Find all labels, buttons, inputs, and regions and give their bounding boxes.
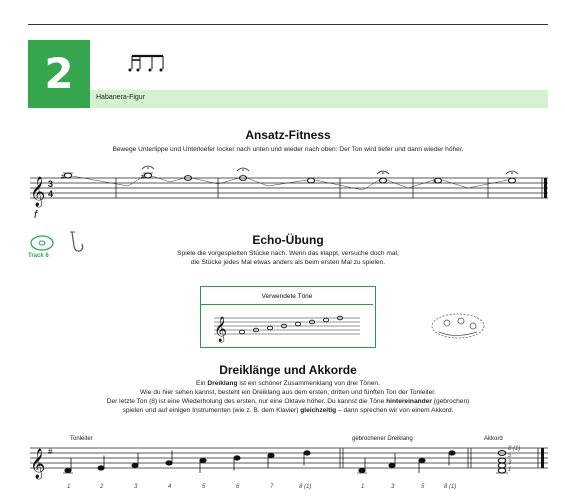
akkorde-line1: Ein Dreiklang ist ein schöner Zusammenklang von drei Tönen. <box>196 380 380 387</box>
broken-number: 1 <box>361 484 365 490</box>
echo-text-line2: die Stücke jedes Mal etwas anders als beim ersten Mal zu spielen. <box>190 259 386 266</box>
echo-text-line1: Spiele die vorgespielten Stücke nach. Wenn das klappt, versuche doch mal, <box>177 250 399 257</box>
broken-number: 5 <box>421 484 425 490</box>
akkorde-staff <box>28 442 548 496</box>
rhythm-label: Habanera-Figur <box>96 94 146 101</box>
akkorde-line3: Der letzte Ton (8) ist eine Wiederholung des ersten, nur eine Oktave höher. Du kannst die Töne hintereinander (gebrochen) <box>106 398 470 405</box>
broken-number: 3 <box>391 484 395 490</box>
scale-number: 5 <box>202 484 206 490</box>
chord-number: 1 <box>508 467 512 473</box>
used-notes-label: Verwendete Töne <box>261 293 313 300</box>
scale-number: 4 <box>168 484 172 490</box>
echo-title: Echo-Übung <box>252 233 324 247</box>
akkorde-line4: spielen und auf einigen Instrumenten (wie z. B. dem Klavier) gleichzeitig – dann sprechen wir von einem Akkord. <box>122 407 454 414</box>
scale-number: 6 <box>236 484 240 490</box>
chord-number: 8 (1) <box>508 446 521 452</box>
svg-text:♭: ♭ <box>433 176 437 185</box>
time-sig-bottom: 4 <box>48 189 54 199</box>
top-rule <box>28 24 548 25</box>
scale-number: 2 <box>100 484 104 490</box>
akkorde-title: Dreiklänge und Akkorde <box>219 363 357 377</box>
track-label: Track 6 <box>28 253 49 259</box>
label-akkord: Akkord <box>484 436 503 442</box>
treble-clef-icon: 𝄞 <box>30 176 46 206</box>
label-tonleiter: Tonleiter <box>70 436 93 442</box>
habanera-rhythm-icon <box>126 50 172 76</box>
broken-number: 8 (1) <box>444 484 457 490</box>
scale-number: 8 (1) <box>299 484 312 490</box>
used-notes-staff <box>214 310 364 344</box>
lesson-number: 2 <box>28 40 90 108</box>
scale-number: 7 <box>270 484 274 490</box>
used-notes-divider <box>201 304 373 305</box>
label-gebrochen: gebrochener Dreiklang <box>352 436 413 442</box>
dynamic-mark: f <box>34 209 38 221</box>
scale-number: 1 <box>67 484 71 490</box>
time-sig-top: 3 <box>48 179 54 189</box>
key-signature-sharp: # <box>48 447 53 456</box>
treble-clef-icon: 𝄞 <box>30 448 46 478</box>
scale-number: 3 <box>134 484 138 490</box>
chord-number: 5 <box>508 453 512 459</box>
akkorde-line2: Wie du hier sehen kannst, besteht ein Dreiklang aus dem ersten, dritten und fünften Ton der Tonleiter. <box>140 389 436 396</box>
treble-clef-icon: 𝄞 <box>214 316 228 341</box>
svg-text:#: # <box>61 174 65 181</box>
ansatz-text: Bewege Unterlippe und Unterkiefer locker nach unten und wieder nach oben: Der Ton wird tiefer und dann wieder höher. <box>112 146 464 153</box>
cartoon-illustration <box>425 306 491 344</box>
svg-text:#: # <box>141 174 145 181</box>
ansatz-staff <box>28 160 548 222</box>
lesson-band <box>90 90 548 108</box>
ansatz-title: Ansatz-Fitness <box>245 128 331 142</box>
chord-number: 3 <box>508 460 512 466</box>
